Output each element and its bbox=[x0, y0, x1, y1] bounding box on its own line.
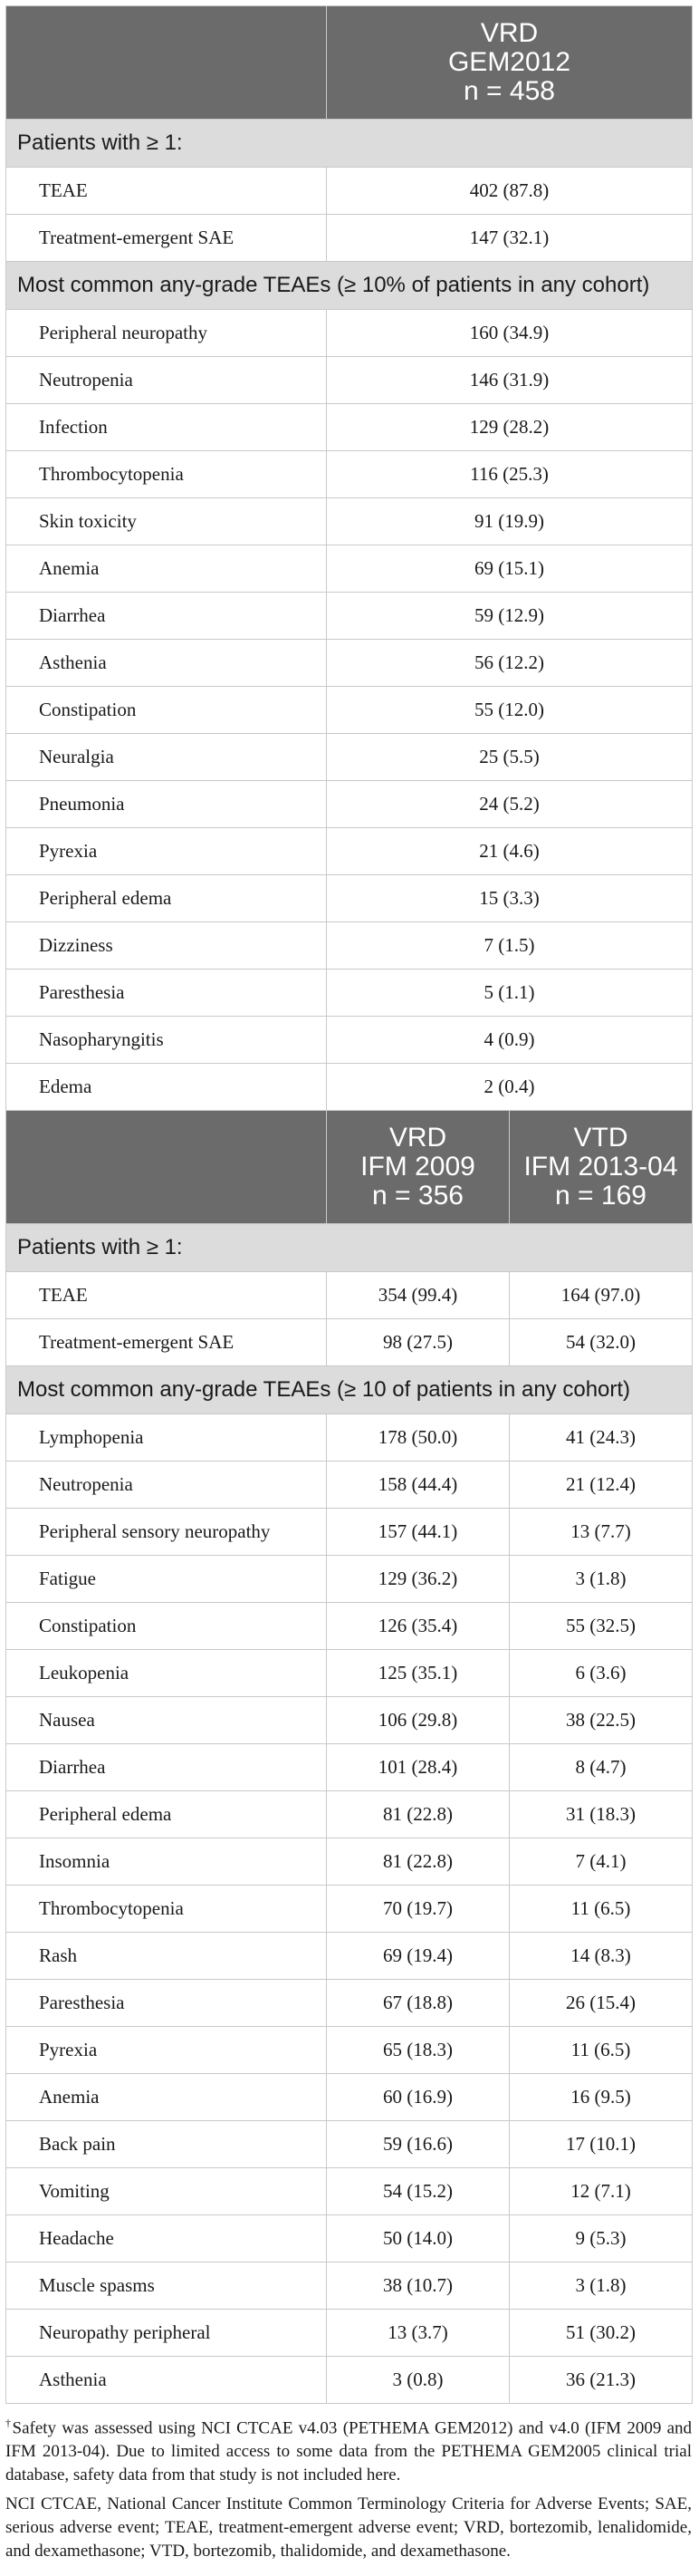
row-value-vrd: 67 (18.8) bbox=[327, 1980, 510, 2027]
row-label: Peripheral edema bbox=[6, 1791, 327, 1838]
row-value: 2 (0.4) bbox=[327, 1064, 693, 1111]
table2-header-vrd-ifm2009 bbox=[327, 1111, 510, 1224]
table2-header-row bbox=[6, 1111, 693, 1224]
row-label: Insomnia bbox=[6, 1838, 327, 1886]
header-line: VRD bbox=[480, 18, 539, 48]
row-value: 15 (3.3) bbox=[327, 875, 693, 922]
table-row bbox=[6, 1509, 693, 1556]
row-value-vtd: 3 (1.8) bbox=[510, 2262, 693, 2310]
row-value-vtd: 9 (5.3) bbox=[510, 2215, 693, 2262]
table1-header-row bbox=[6, 6, 693, 120]
table-row bbox=[6, 357, 693, 404]
row-label: Headache bbox=[6, 2215, 327, 2262]
row-label: Pyrexia bbox=[6, 828, 327, 875]
row-value-vtd: 8 (4.7) bbox=[510, 1744, 693, 1791]
row-value-vrd: 65 (18.3) bbox=[327, 2027, 510, 2074]
row-label: Paresthesia bbox=[6, 970, 327, 1017]
row-value-vrd: 158 (44.4) bbox=[327, 1462, 510, 1509]
row-label: Infection bbox=[6, 404, 327, 451]
row-label: Vomiting bbox=[6, 2168, 327, 2215]
row-label: TEAE bbox=[6, 168, 327, 215]
table-row bbox=[6, 734, 693, 781]
section-label: Patients with ≥ 1: bbox=[6, 120, 693, 168]
row-label: Constipation bbox=[6, 1603, 327, 1650]
section-label: Most common any-grade TEAEs (≥ 10% of patients in any cohort) bbox=[6, 262, 693, 310]
table-footnotes bbox=[5, 2411, 692, 2563]
table2-section-common-body bbox=[6, 1366, 693, 1414]
row-label: Lymphopenia bbox=[6, 1414, 327, 1462]
row-value-vrd: 50 (14.0) bbox=[327, 2215, 510, 2262]
table2-section-patients bbox=[6, 1224, 693, 1272]
row-label: Neutropenia bbox=[6, 357, 327, 404]
table2-patients-rows bbox=[6, 1272, 693, 1366]
table-row bbox=[6, 545, 693, 593]
table-row bbox=[6, 2357, 693, 2404]
row-label: Skin toxicity bbox=[6, 498, 327, 545]
row-value-vrd: 59 (16.6) bbox=[327, 2121, 510, 2168]
row-value-vrd: 54 (15.2) bbox=[327, 2168, 510, 2215]
table-row bbox=[6, 781, 693, 828]
row-value: 91 (19.9) bbox=[327, 498, 693, 545]
footnote-abbreviations: NCI CTCAE, National Cancer Institute Common Terminology Criteria for Adverse Events; SAE, serious adverse event; TEAE, treatment-emergent adverse event; VRD, bortezomib, lenalidomide, and dexamethasone; VTD, bortezomib, thalidomide, and dexamethasone. bbox=[5, 2494, 692, 2562]
row-value-vrd: 13 (3.7) bbox=[327, 2310, 510, 2357]
row-value-vtd: 11 (6.5) bbox=[510, 2027, 693, 2074]
row-value-vtd: 3 (1.8) bbox=[510, 1556, 693, 1603]
row-label: Nasopharyngitis bbox=[6, 1017, 327, 1064]
table-row bbox=[6, 1414, 693, 1462]
table-row bbox=[6, 875, 693, 922]
table1-section-common bbox=[6, 262, 693, 310]
table-row bbox=[6, 310, 693, 357]
row-label: Paresthesia bbox=[6, 1980, 327, 2027]
row-label: Leukopenia bbox=[6, 1650, 327, 1697]
row-label: Neuralgia bbox=[6, 734, 327, 781]
row-value-vrd: 178 (50.0) bbox=[327, 1414, 510, 1462]
table-row bbox=[6, 404, 693, 451]
table-row bbox=[6, 1650, 693, 1697]
row-value-vrd: 106 (29.8) bbox=[327, 1697, 510, 1744]
row-label: Rash bbox=[6, 1933, 327, 1980]
table1-header-blank bbox=[6, 6, 327, 120]
row-value: 25 (5.5) bbox=[327, 734, 693, 781]
row-value-vrd: 3 (0.8) bbox=[327, 2357, 510, 2404]
table-row bbox=[6, 1744, 693, 1791]
table-row bbox=[6, 1838, 693, 1886]
dagger-mark: † bbox=[5, 2417, 13, 2429]
table1-header-vrd-gem2012 bbox=[327, 6, 693, 120]
row-value-vtd: 54 (32.0) bbox=[510, 1319, 693, 1366]
table-row bbox=[6, 1556, 693, 1603]
table-row bbox=[6, 1697, 693, 1744]
row-value: 146 (31.9) bbox=[327, 357, 693, 404]
row-value-vtd: 16 (9.5) bbox=[510, 2074, 693, 2121]
header-line: n = 458 bbox=[464, 76, 555, 106]
header-line: VRD bbox=[388, 1123, 447, 1153]
table-row bbox=[6, 2215, 693, 2262]
table-row bbox=[6, 1603, 693, 1650]
row-label: TEAE bbox=[6, 1272, 327, 1319]
table-row bbox=[6, 2121, 693, 2168]
table1-patients-rows bbox=[6, 168, 693, 262]
row-label: Asthenia bbox=[6, 640, 327, 687]
row-value-vrd: 81 (22.8) bbox=[327, 1838, 510, 1886]
row-value-vrd: 38 (10.7) bbox=[327, 2262, 510, 2310]
table2-header-vtd-ifm2013 bbox=[510, 1111, 693, 1224]
table1-common-rows bbox=[6, 310, 693, 1111]
row-value-vtd: 55 (32.5) bbox=[510, 1603, 693, 1650]
safety-table bbox=[5, 5, 693, 2404]
table1-section-common-body bbox=[6, 262, 693, 310]
row-value-vrd: 125 (35.1) bbox=[327, 1650, 510, 1697]
header-line: VTD bbox=[573, 1123, 628, 1153]
row-value-vtd: 41 (24.3) bbox=[510, 1414, 693, 1462]
row-value-vtd: 13 (7.7) bbox=[510, 1509, 693, 1556]
row-value-vtd: 11 (6.5) bbox=[510, 1886, 693, 1933]
row-label: Peripheral edema bbox=[6, 875, 327, 922]
row-label: Pneumonia bbox=[6, 781, 327, 828]
row-value-vrd: 129 (36.2) bbox=[327, 1556, 510, 1603]
table-row bbox=[6, 593, 693, 640]
table-row bbox=[6, 970, 693, 1017]
row-value: 129 (28.2) bbox=[327, 404, 693, 451]
table-row bbox=[6, 1933, 693, 1980]
row-value: 24 (5.2) bbox=[327, 781, 693, 828]
row-value: 21 (4.6) bbox=[327, 828, 693, 875]
row-value: 7 (1.5) bbox=[327, 922, 693, 970]
table1-body bbox=[6, 6, 693, 168]
row-value-vrd: 101 (28.4) bbox=[327, 1744, 510, 1791]
table-row bbox=[6, 168, 693, 215]
row-value: 55 (12.0) bbox=[327, 687, 693, 734]
row-value-vrd: 70 (19.7) bbox=[327, 1886, 510, 1933]
table2-section-common bbox=[6, 1366, 693, 1414]
row-label: Nausea bbox=[6, 1697, 327, 1744]
table-row bbox=[6, 687, 693, 734]
table-row bbox=[6, 451, 693, 498]
row-label: Treatment-emergent SAE bbox=[6, 215, 327, 262]
table-row bbox=[6, 640, 693, 687]
table-row bbox=[6, 2262, 693, 2310]
row-value-vtd: 26 (15.4) bbox=[510, 1980, 693, 2027]
row-value-vrd: 354 (99.4) bbox=[327, 1272, 510, 1319]
row-label: Constipation bbox=[6, 687, 327, 734]
table-row bbox=[6, 215, 693, 262]
row-value-vtd: 6 (3.6) bbox=[510, 1650, 693, 1697]
row-label: Thrombocytopenia bbox=[6, 1886, 327, 1933]
row-value-vrd: 69 (19.4) bbox=[327, 1933, 510, 1980]
row-label: Pyrexia bbox=[6, 2027, 327, 2074]
table2-header-body bbox=[6, 1111, 693, 1272]
table2-header-blank bbox=[6, 1111, 327, 1224]
row-value: 69 (15.1) bbox=[327, 545, 693, 593]
table-row bbox=[6, 2027, 693, 2074]
table-row bbox=[6, 2310, 693, 2357]
header-line: IFM 2013-04 bbox=[523, 1152, 678, 1182]
row-label: Diarrhea bbox=[6, 1744, 327, 1791]
row-label: Anemia bbox=[6, 2074, 327, 2121]
row-value-vtd: 7 (4.1) bbox=[510, 1838, 693, 1886]
row-value: 147 (32.1) bbox=[327, 215, 693, 262]
row-value: 160 (34.9) bbox=[327, 310, 693, 357]
row-value: 4 (0.9) bbox=[327, 1017, 693, 1064]
table-row bbox=[6, 498, 693, 545]
row-value-vtd: 51 (30.2) bbox=[510, 2310, 693, 2357]
row-value-vrd: 98 (27.5) bbox=[327, 1319, 510, 1366]
header-line: GEM2012 bbox=[447, 47, 571, 77]
table-row bbox=[6, 1886, 693, 1933]
row-label: Dizziness bbox=[6, 922, 327, 970]
row-label: Edema bbox=[6, 1064, 327, 1111]
row-label: Back pain bbox=[6, 2121, 327, 2168]
safety-table-container bbox=[5, 5, 692, 2569]
row-label: Anemia bbox=[6, 545, 327, 593]
row-label: Peripheral neuropathy bbox=[6, 310, 327, 357]
table1-section-patients bbox=[6, 120, 693, 168]
row-value-vtd: 14 (8.3) bbox=[510, 1933, 693, 1980]
section-label: Most common any-grade TEAEs (≥ 10 of patients in any cohort) bbox=[6, 1366, 693, 1414]
row-value-vtd: 31 (18.3) bbox=[510, 1791, 693, 1838]
row-value-vtd: 38 (22.5) bbox=[510, 1697, 693, 1744]
row-value-vrd: 81 (22.8) bbox=[327, 1791, 510, 1838]
table-row bbox=[6, 1791, 693, 1838]
row-value-vtd: 21 (12.4) bbox=[510, 1462, 693, 1509]
footnote-safety-text: Safety was assessed using NCI CTCAE v4.03 (PETHEMA GEM2012) and v4.0 (IFM 2009 and IFM 2013-04). Due to limited access to some data from the PETHEMA GEM2005 clinical trial database, safety data from that study is not included here. bbox=[5, 2418, 693, 2485]
row-label: Diarrhea bbox=[6, 593, 327, 640]
row-value-vtd: 17 (10.1) bbox=[510, 2121, 693, 2168]
row-value: 116 (25.3) bbox=[327, 451, 693, 498]
table-row bbox=[6, 1272, 693, 1319]
header-line: n = 356 bbox=[372, 1181, 464, 1211]
table-row bbox=[6, 828, 693, 875]
row-label: Thrombocytopenia bbox=[6, 451, 327, 498]
row-label: Treatment-emergent SAE bbox=[6, 1319, 327, 1366]
row-value-vrd: 60 (16.9) bbox=[327, 2074, 510, 2121]
table-row bbox=[6, 1980, 693, 2027]
row-label: Fatigue bbox=[6, 1556, 327, 1603]
table-row bbox=[6, 2074, 693, 2121]
header-line: IFM 2009 bbox=[360, 1152, 475, 1182]
row-value: 5 (1.1) bbox=[327, 970, 693, 1017]
row-label: Neutropenia bbox=[6, 1462, 327, 1509]
row-value: 59 (12.9) bbox=[327, 593, 693, 640]
row-value: 402 (87.8) bbox=[327, 168, 693, 215]
row-value-vtd: 36 (21.3) bbox=[510, 2357, 693, 2404]
table2-common-rows bbox=[6, 1414, 693, 2404]
row-label: Neuropathy peripheral bbox=[6, 2310, 327, 2357]
table-row bbox=[6, 1462, 693, 1509]
table-row bbox=[6, 922, 693, 970]
table-row bbox=[6, 1319, 693, 1366]
table-row bbox=[6, 1064, 693, 1111]
section-label: Patients with ≥ 1: bbox=[6, 1224, 693, 1272]
row-value: 56 (12.2) bbox=[327, 640, 693, 687]
row-value-vtd: 12 (7.1) bbox=[510, 2168, 693, 2215]
row-value-vrd: 157 (44.1) bbox=[327, 1509, 510, 1556]
row-value-vrd: 126 (35.4) bbox=[327, 1603, 510, 1650]
row-value-vtd: 164 (97.0) bbox=[510, 1272, 693, 1319]
row-label: Asthenia bbox=[6, 2357, 327, 2404]
table-row bbox=[6, 1017, 693, 1064]
row-label: Peripheral sensory neuropathy bbox=[6, 1509, 327, 1556]
footnote-safety bbox=[5, 2411, 692, 2487]
table-row bbox=[6, 2168, 693, 2215]
row-label: Muscle spasms bbox=[6, 2262, 327, 2310]
header-line: n = 169 bbox=[555, 1181, 646, 1211]
